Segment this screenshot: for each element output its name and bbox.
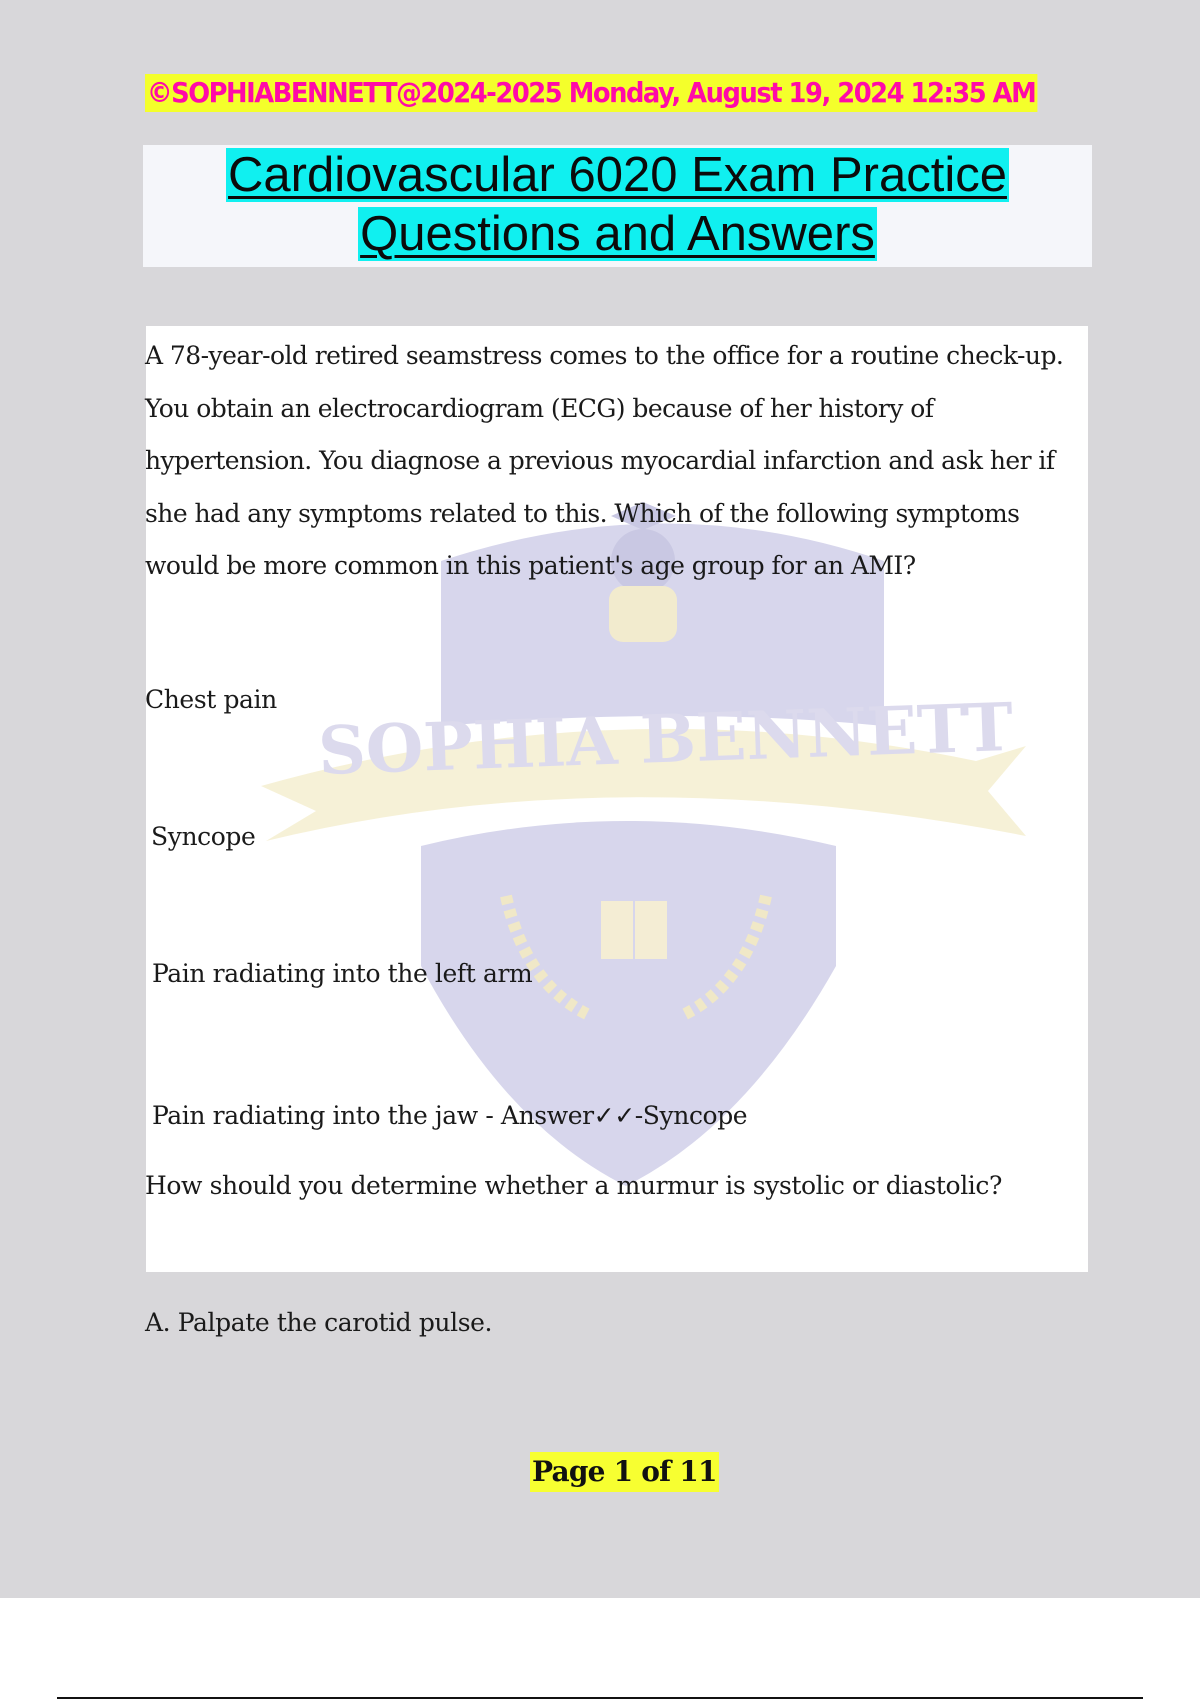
question-1-line: would be more common in this patient's age group for an AMI?: [145, 551, 916, 580]
page-number-label: Page 1 of 11: [530, 1452, 719, 1492]
question-1-line: You obtain an electrocardiogram (ECG) because of her history of: [145, 393, 934, 423]
document-title-box: [143, 145, 1092, 267]
question-1-option-chest-pain: Chest pain: [145, 685, 277, 714]
question-1-option-left-arm-pain: Pain radiating into the left arm: [152, 959, 533, 988]
question-1-line: A 78-year-old retired seamstress comes to the office for a routine check-up.: [145, 341, 1064, 370]
question-1-line: she had any symptoms related to this. Which of the following symptoms: [145, 498, 1020, 528]
footer-divider: [57, 1697, 1143, 1699]
question-1-line: hypertension. You diagnose a previous myocardial infarction and ask her if: [145, 446, 1055, 475]
document-title-line-1: Cardiovascular 6020 Exam Practice: [228, 148, 1007, 202]
question-1-option-syncope: Syncope: [151, 822, 256, 851]
page-footer-area: [0, 1598, 1200, 1700]
document-title-line-2: Questions and Answers: [360, 207, 875, 261]
question-1-option-jaw-pain-answer: Pain radiating into the jaw - Answer✓✓-Syncope: [152, 1101, 748, 1130]
question-2-stem: How should you determine whether a murmur is systolic or diastolic?: [145, 1171, 1003, 1200]
question-1-stem: [145, 330, 1095, 593]
copyright-banner: ©SOPHIABENNETT@2024-2025 Monday, August 19, 2024 12:35 AM: [145, 74, 1037, 112]
question-2-option-a: A. Palpate the carotid pulse.: [145, 1308, 493, 1337]
watermark-text: SOPHIA BENNETT: [316, 687, 1015, 791]
